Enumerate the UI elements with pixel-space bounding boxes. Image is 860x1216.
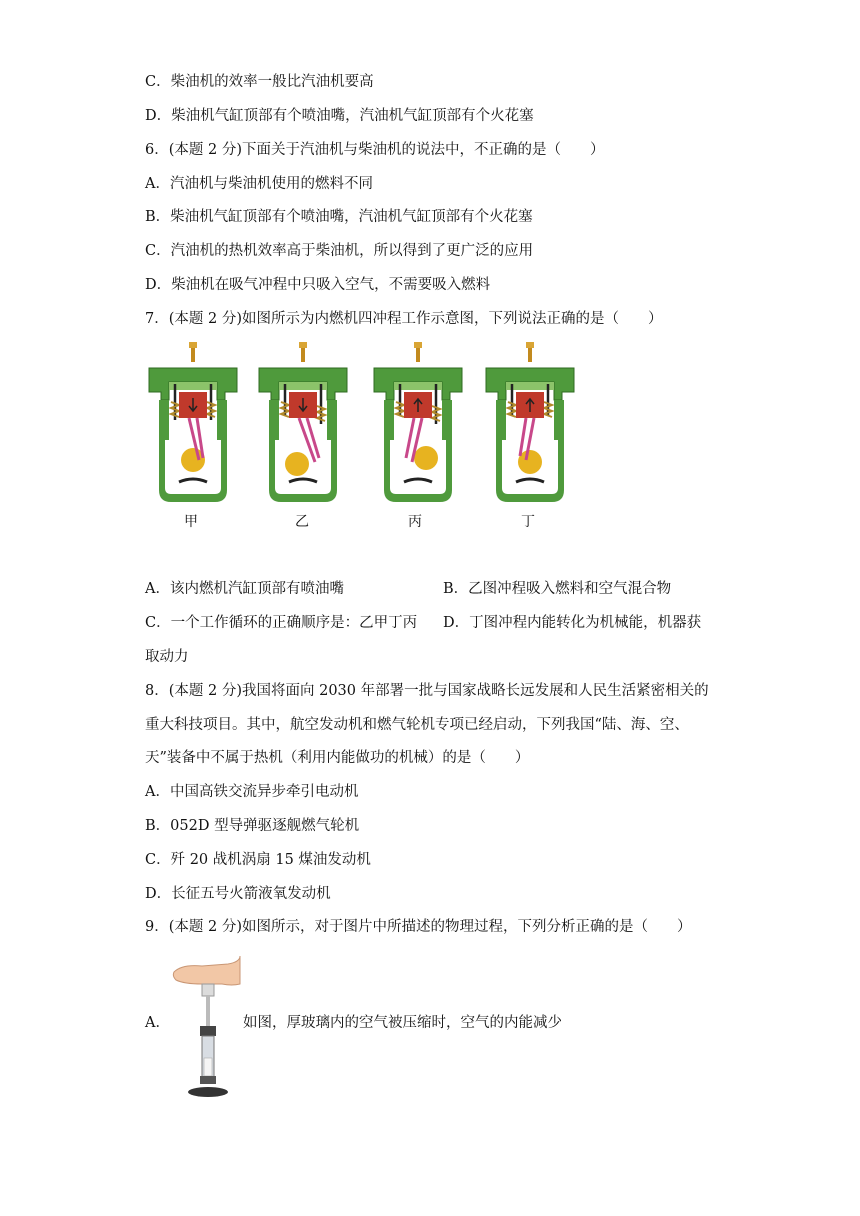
q7-option-c: C．一个工作循环的正确顺序是：乙甲丁丙 <box>145 615 418 631</box>
q7-option-b: B．乙图冲程吸入燃料和空气混合物 <box>443 581 672 597</box>
engine-diagram-jia <box>145 340 241 505</box>
q8-option-d: D．长征五号火箭液氧发动机 <box>145 886 331 902</box>
q8-stem-line3: 天”装备中不属于热机（利用内能做功的机械）的是（ ） <box>145 750 530 766</box>
q6-option-a: A．汽油机与柴油机使用的燃料不同 <box>145 176 373 192</box>
q7-option-d: D．丁图冲程内能转化为机械能，机器获 <box>443 615 702 631</box>
q6-option-b: B．柴油机气缸顶部有个喷油嘴，汽油机气缸顶部有个火花塞 <box>145 209 533 225</box>
q5-option-c: C．柴油机的效率一般比汽油机要高 <box>145 74 374 90</box>
q7-stem: 7．(本题 2 分)如图所示为内燃机四冲程工作示意图，下列说法正确的是（ ） <box>145 311 663 327</box>
caption-jia: 甲 <box>184 514 198 530</box>
engine-diagram-bing <box>370 340 466 505</box>
engine-diagram-ding <box>482 340 578 505</box>
caption-ding: 丁 <box>521 514 535 530</box>
air-compression-apparatus-image <box>172 950 242 1100</box>
q7-option-d-continued: 取动力 <box>145 649 189 665</box>
q9-stem: 9．(本题 2 分)如图所示，对于图片中所描述的物理过程，下列分析正确的是（ ） <box>145 919 692 935</box>
q8-option-c: C．歼 20 战机涡扇 15 煤油发动机 <box>145 852 371 868</box>
q9-option-a-label: A． <box>145 1015 170 1031</box>
q6-option-d: D．柴油机在吸气冲程中只吸入空气，不需要吸入燃料 <box>145 277 491 293</box>
q9-option-a-text: 如图，厚玻璃内的空气被压缩时，空气的内能减少 <box>243 1015 562 1031</box>
q8-stem-line1: 8．(本题 2 分)我国将面向 2030 年部署一批与国家战略长远发展和人民生活紧密相关的 <box>145 683 709 699</box>
caption-bing: 丙 <box>408 514 422 530</box>
q6-option-c: C．汽油机的热机效率高于柴油机，所以得到了更广泛的应用 <box>145 243 534 259</box>
q8-option-b: B．052D 型导弹驱逐舰燃气轮机 <box>145 818 360 834</box>
q8-stem-line2: 重大科技项目。其中，航空发动机和燃气轮机专项已经启动，下列我国“陆、海、空、 <box>145 717 689 733</box>
engine-diagram-yi <box>255 340 351 505</box>
q7-option-a: A．该内燃机汽缸顶部有喷油嘴 <box>145 581 344 597</box>
q8-option-a: A．中国高铁交流异步牵引电动机 <box>145 784 359 800</box>
caption-yi: 乙 <box>295 514 309 530</box>
q6-stem: 6．(本题 2 分)下面关于汽油机与柴油机的说法中，不正确的是（ ） <box>145 142 605 158</box>
q5-option-d: D．柴油机气缸顶部有个喷油嘴，汽油机气缸顶部有个火花塞 <box>145 108 534 124</box>
